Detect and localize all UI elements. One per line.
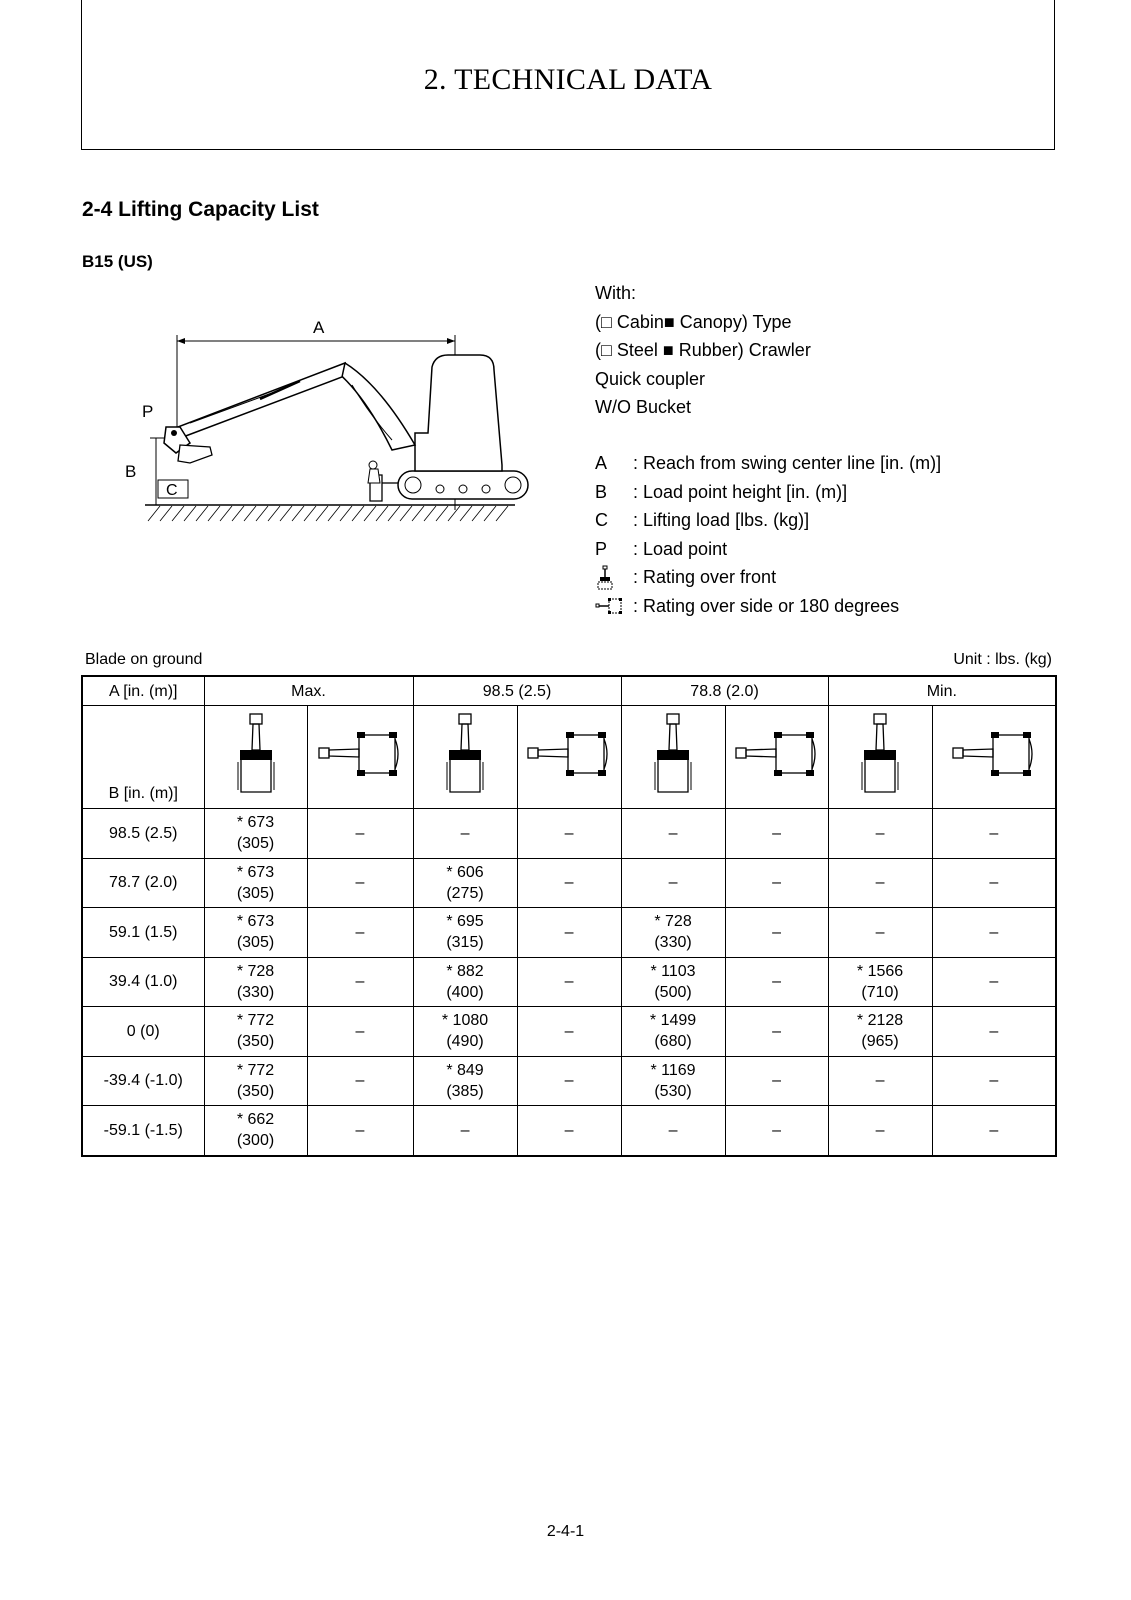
capacity-value-kg: (305): [236, 934, 275, 952]
capacity-value-kg: (500): [654, 983, 692, 1001]
capacity-value: * 1566: [856, 962, 904, 980]
table-row: [82, 1106, 1056, 1156]
capacity-value-kg: (305): [236, 835, 275, 853]
capacity-cell: [517, 908, 621, 958]
capacity-cell: [517, 1056, 621, 1106]
capacity-value: –: [355, 824, 365, 842]
capacity-cell: [932, 957, 1056, 1007]
row-height-label: 98.5 (2.5): [82, 809, 204, 859]
capacity-cell: [413, 1056, 517, 1106]
capacity-value: –: [355, 1022, 365, 1040]
capacity-value-kg: (350): [236, 1082, 275, 1100]
capacity-value: –: [564, 923, 574, 941]
table-row: [82, 1056, 1056, 1106]
column-header-2-0: 78.8 (2.0): [621, 676, 828, 706]
capacity-value: –: [564, 824, 574, 842]
config-crawler: (□ Steel ■ Rubber) Crawler: [595, 340, 811, 360]
capacity-cell: [621, 858, 725, 908]
capacity-value: –: [460, 1121, 470, 1139]
capacity-value: –: [772, 1072, 781, 1090]
capacity-value: –: [772, 923, 781, 941]
capacity-cell: [932, 1106, 1056, 1156]
legend-row-a: [595, 449, 941, 478]
capacity-value: * 606: [446, 863, 484, 881]
corner-b-text: B [in. (m)]: [108, 785, 178, 802]
legend-key: A: [595, 453, 608, 473]
legend-row-b: [595, 478, 941, 507]
legend-text: : Rating over front: [633, 567, 777, 588]
capacity-value: * 673: [236, 863, 275, 881]
capacity-cell: [725, 1056, 828, 1106]
capacity-cell: [204, 1106, 307, 1156]
capacity-value: –: [989, 1072, 999, 1090]
column-header-max: Max.: [204, 676, 413, 706]
capacity-value: * 772: [236, 1061, 275, 1079]
capacity-cell: [413, 908, 517, 958]
capacity-value-kg: (530): [654, 1082, 692, 1100]
capacity-value: –: [989, 923, 999, 941]
capacity-cell: [204, 1056, 307, 1106]
row-height-label: 0 (0): [82, 1007, 204, 1057]
capacity-value-kg: (350): [236, 1033, 275, 1051]
capacity-cell: [932, 1007, 1056, 1057]
capacity-value: –: [989, 1022, 999, 1040]
dimension-a-label: A: [313, 318, 325, 337]
side-rating-icon: [595, 592, 633, 620]
capacity-cell: [621, 957, 725, 1007]
capacity-value: –: [355, 1072, 365, 1090]
capacity-cell: [828, 1056, 932, 1106]
legend-row-side: [595, 592, 941, 621]
capacity-cell: [413, 957, 517, 1007]
capacity-cell: [307, 1106, 413, 1156]
capacity-value: –: [564, 973, 574, 991]
dimension-b-label: B: [125, 462, 137, 481]
capacity-cell: [828, 957, 932, 1007]
capacity-value-kg: (330): [236, 983, 275, 1001]
table-row: [82, 809, 1056, 859]
capacity-cell: [828, 908, 932, 958]
capacity-cell: [517, 1007, 621, 1057]
capacity-value: –: [875, 1072, 885, 1090]
capacity-cell: [932, 1056, 1056, 1106]
capacity-value: –: [564, 1121, 574, 1139]
capacity-value: –: [875, 923, 885, 941]
capacity-value: –: [355, 1121, 365, 1139]
capacity-value-kg: (710): [861, 983, 899, 1001]
lifting-capacity-table: [81, 675, 1057, 1157]
legend-text: : Rating over side or 180 degrees: [633, 595, 900, 616]
capacity-cell: [517, 957, 621, 1007]
capacity-value: –: [355, 923, 365, 941]
model-title: B15 (US): [82, 252, 153, 271]
front-rating-icon: [828, 706, 932, 809]
capacity-value: –: [772, 874, 781, 892]
capacity-value-kg: (275): [446, 884, 484, 902]
config-coupler: Quick coupler: [595, 368, 706, 389]
legend-text: : Load point height [in. (m)]: [633, 481, 848, 502]
capacity-value: –: [875, 1121, 885, 1139]
capacity-cell: [621, 1056, 725, 1106]
capacity-cell: [725, 809, 828, 859]
capacity-value-kg: (385): [446, 1082, 484, 1100]
row-height-label: 78.7 (2.0): [82, 858, 204, 908]
capacity-cell: [725, 1106, 828, 1156]
column-header-min: Min.: [828, 676, 1056, 706]
capacity-value: * 673: [236, 913, 275, 931]
capacity-cell: [517, 858, 621, 908]
capacity-cell: [204, 809, 307, 859]
capacity-cell: [517, 809, 621, 859]
capacity-cell: [413, 1106, 517, 1156]
table-row: [82, 908, 1056, 958]
config-with: With:: [595, 283, 637, 303]
capacity-value: * 849: [446, 1061, 484, 1079]
legend-text: : Reach from swing center line [in. (m)]: [633, 453, 942, 473]
load-box-label: C: [166, 482, 178, 499]
capacity-value: –: [875, 874, 885, 892]
capacity-value-kg: (400): [446, 983, 484, 1001]
legend-row-c: [595, 506, 941, 535]
capacity-cell: [621, 1106, 725, 1156]
front-rating-icon: [621, 706, 725, 809]
capacity-value: –: [355, 874, 365, 892]
capacity-value-kg: (330): [654, 934, 692, 952]
capacity-value: –: [989, 1121, 999, 1139]
capacity-value: * 1169: [650, 1061, 696, 1079]
capacity-cell: [413, 1007, 517, 1057]
page-title: 2. TECHNICAL DATA: [423, 63, 713, 96]
side-rating-icon: [932, 706, 1056, 809]
capacity-cell: [307, 908, 413, 958]
column-header-2-5: 98.5 (2.5): [413, 676, 621, 706]
unit-note: Unit : lbs. (kg): [953, 651, 1052, 668]
side-rating-icon: [307, 706, 413, 809]
capacity-cell: [307, 858, 413, 908]
corner-a-label: A [in. (m)]: [82, 676, 204, 706]
legend-key: P: [595, 538, 608, 559]
capacity-value: –: [989, 874, 999, 892]
capacity-value: –: [772, 824, 781, 842]
capacity-value: –: [460, 824, 470, 842]
section-title: 2-4 Lifting Capacity List: [82, 198, 319, 221]
capacity-value: –: [989, 973, 999, 991]
capacity-cell: [204, 908, 307, 958]
capacity-value: * 728: [236, 962, 275, 980]
capacity-cell: [517, 1106, 621, 1156]
capacity-cell: [307, 957, 413, 1007]
side-rating-icon: [517, 706, 621, 809]
capacity-cell: [725, 908, 828, 958]
front-rating-icon: [204, 706, 307, 809]
capacity-value-kg: (300): [236, 1132, 275, 1150]
capacity-value: * 772: [236, 1012, 275, 1030]
excavator-diagram: [125, 315, 550, 540]
config-type: (□ Cabin■ Canopy) Type: [595, 311, 792, 332]
capacity-value-kg: (680): [654, 1033, 692, 1051]
table-row: [82, 1007, 1056, 1057]
capacity-value: –: [772, 1121, 781, 1139]
table-row: [82, 858, 1056, 908]
capacity-cell: [932, 908, 1056, 958]
capacity-value: –: [668, 1121, 678, 1139]
capacity-value: * 728: [654, 913, 692, 931]
page-number: 2-4-1: [546, 1523, 585, 1540]
capacity-value: * 695: [446, 913, 484, 931]
capacity-cell: [621, 1007, 725, 1057]
capacity-cell: [413, 858, 517, 908]
capacity-value: –: [875, 824, 885, 842]
capacity-value: * 1103: [650, 962, 696, 980]
legend-row-front: [595, 563, 941, 592]
capacity-cell: [413, 809, 517, 859]
row-height-label: 59.1 (1.5): [82, 908, 204, 958]
capacity-cell: [307, 1007, 413, 1057]
capacity-value: * 2128: [856, 1012, 904, 1030]
row-height-label: 39.4 (1.0): [82, 957, 204, 1007]
capacity-value: –: [564, 1072, 574, 1090]
capacity-cell: [204, 957, 307, 1007]
side-rating-icon: [725, 706, 828, 809]
configuration-list: [595, 279, 811, 422]
capacity-cell: [932, 809, 1056, 859]
capacity-cell: [204, 858, 307, 908]
config-bucket: W/O Bucket: [595, 397, 692, 417]
capacity-cell: [204, 1007, 307, 1057]
row-height-label: -39.4 (-1.0): [82, 1056, 204, 1106]
capacity-value-kg: (315): [446, 934, 484, 952]
capacity-cell: [828, 858, 932, 908]
capacity-cell: [828, 1007, 932, 1057]
table-row: [82, 957, 1056, 1007]
capacity-value: –: [772, 1022, 781, 1040]
capacity-value: –: [668, 874, 678, 892]
header-frame: [81, 0, 1055, 150]
capacity-value: * 673: [236, 814, 275, 832]
capacity-cell: [932, 858, 1056, 908]
capacity-value: –: [564, 1022, 574, 1040]
capacity-value-kg: (305): [236, 884, 275, 902]
capacity-cell: [725, 858, 828, 908]
capacity-value: * 882: [446, 962, 484, 980]
capacity-cell: [725, 957, 828, 1007]
capacity-cell: [307, 809, 413, 859]
load-point-label: P: [142, 402, 154, 421]
legend-text: : Lifting load [lbs. (kg)]: [633, 510, 810, 531]
row-height-label: -59.1 (-1.5): [82, 1106, 204, 1156]
capacity-value: –: [668, 824, 678, 842]
capacity-value: –: [564, 874, 574, 892]
capacity-cell: [828, 1106, 932, 1156]
blade-note: Blade on ground: [85, 651, 203, 668]
capacity-value: * 662: [236, 1111, 275, 1129]
legend-key: B: [595, 481, 608, 502]
capacity-value: * 1080: [441, 1012, 489, 1030]
capacity-value: –: [355, 973, 365, 991]
capacity-value-kg: (490): [446, 1033, 484, 1051]
capacity-cell: [725, 1007, 828, 1057]
front-rating-icon: [595, 564, 633, 592]
capacity-value: –: [989, 824, 999, 842]
legend-key: C: [595, 510, 608, 531]
capacity-value: * 1499: [649, 1012, 697, 1030]
legend-text: : Load point: [633, 538, 728, 559]
legend: [595, 449, 941, 621]
capacity-cell: [828, 809, 932, 859]
capacity-cell: [621, 809, 725, 859]
capacity-value-kg: (965): [861, 1033, 899, 1051]
legend-row-p: [595, 535, 941, 564]
capacity-cell: [307, 1056, 413, 1106]
capacity-value: –: [772, 973, 781, 991]
front-rating-icon: [413, 706, 517, 809]
corner-b-label: [82, 706, 204, 809]
capacity-cell: [621, 908, 725, 958]
